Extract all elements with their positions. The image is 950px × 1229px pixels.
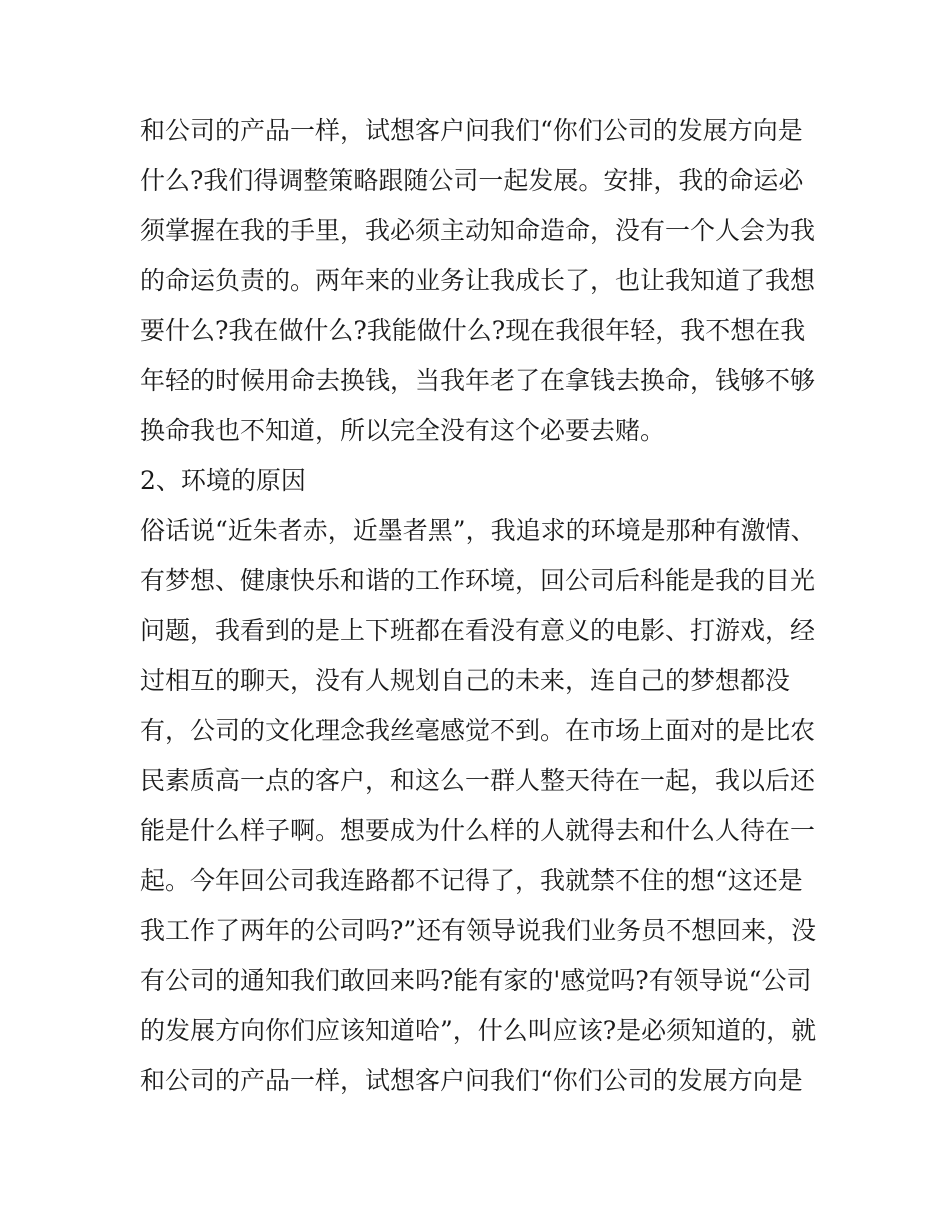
text-line: 的命运负责的。两年来的业务让我成长了，也让我知道了我想 [140, 266, 816, 295]
text-line: 有公司的通知我们敢回来吗?能有家的'感觉吗?有领导说“公司 [140, 966, 812, 995]
text-line: 换命我也不知道，所以完全没有这个必要去赌。 [140, 416, 666, 445]
text-line: 要什么?我在做什么?我能做什么?现在我很年轻，我不想在我 [140, 316, 806, 345]
text-line: 和公司的产品一样，试想客户问我们“你们公司的发展方向是 [140, 1066, 803, 1095]
text-line: 年轻的时候用命去换钱，当我年老了在拿钱去换命，钱够不够 [140, 366, 816, 395]
text-line: 过相互的聊天，没有人规划自己的未来，连自己的梦想都没 [140, 666, 791, 695]
text-line: 能是什么样子啊。想要成为什么样的人就得去和什么人待在一 [140, 816, 816, 845]
text-line: 什么?我们得调整策略跟随公司一起发展。安排，我的命运必 [140, 166, 804, 195]
section-heading: 2、环境的原因 [140, 466, 306, 495]
text-line: 和公司的产品一样，试想客户问我们“你们公司的发展方向是 [140, 116, 803, 145]
text-line: 我工作了两年的公司吗?”还有领导说我们业务员不想回来，没 [140, 916, 817, 945]
text-line: 的发展方向你们应该知道哈”，什么叫应该?是必须知道的，就 [140, 1016, 817, 1045]
text-line: 有，公司的文化理念我丝毫感觉不到。在市场上面对的是比农 [140, 716, 816, 745]
text-line: 俗话说“近朱者赤，近墨者黑”，我追求的环境是那种有激情、 [140, 516, 816, 545]
text-line: 民素质高一点的客户，和这么一群人整天待在一起，我以后还 [140, 766, 816, 795]
text-line: 问题，我看到的是上下班都在看没有意义的电影、打游戏，经 [140, 616, 816, 645]
text-line: 有梦想、健康快乐和谐的工作环境，回公司后科能是我的目光 [140, 566, 816, 595]
text-line: 起。今年回公司我连路都不记得了，我就禁不住的想“这还是 [140, 866, 803, 895]
text-line: 须掌握在我的手里，我必须主动知命造命，没有一个人会为我 [140, 216, 816, 245]
